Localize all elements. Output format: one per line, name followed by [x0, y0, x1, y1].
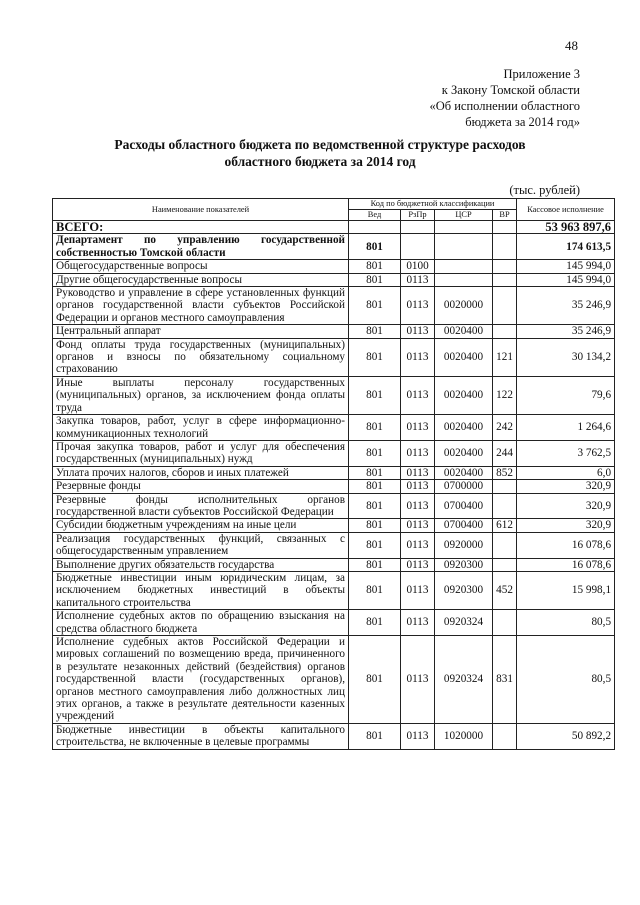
cell-vr: [493, 234, 517, 260]
cell-name: Прочая закупка товаров, работ и услуг для обеспечения государственных (муниципальных) нужд: [53, 440, 349, 466]
cell-csr: 1020000: [435, 723, 493, 749]
cell-ved: 801: [349, 287, 401, 325]
cell-ved: 801: [349, 273, 401, 286]
cell-rzpr: 0113: [401, 287, 435, 325]
cell-name: Субсидии бюджетным учреждениям на иные цели: [53, 519, 349, 532]
cell-name: Исполнение судебных актов по обращению взыскания на средства областного бюджета: [53, 610, 349, 636]
cell-vr: 121: [493, 338, 517, 376]
cell-rzpr: 0113: [401, 532, 435, 558]
cell-vr: [493, 260, 517, 273]
cell-name: Реализация государственных функций, связанных с общегосударственным управлением: [53, 532, 349, 558]
cell-vr: [493, 287, 517, 325]
table-row: [53, 558, 615, 571]
cell-ved: 801: [349, 610, 401, 636]
appendix-note: [320, 66, 580, 130]
appendix-line: к Закону Томской области: [441, 83, 580, 97]
budget-table: [52, 198, 615, 750]
cell-amount: 174 613,5: [517, 234, 615, 260]
cell-csr: 0700400: [435, 519, 493, 532]
table-row: [53, 260, 615, 273]
cell-csr: [435, 234, 493, 260]
header-ved: Вед: [349, 210, 401, 221]
cell-vr: [493, 221, 517, 234]
cell-ved: 801: [349, 376, 401, 414]
cell-amount: 320,9: [517, 493, 615, 519]
cell-rzpr: 0113: [401, 325, 435, 338]
cell-rzpr: 0113: [401, 415, 435, 441]
cell-name: Общегосударственные вопросы: [53, 260, 349, 273]
table-row: [53, 636, 615, 724]
header-name: Наименование показателей: [53, 199, 349, 221]
cell-rzpr: 0113: [401, 723, 435, 749]
cell-csr: [435, 273, 493, 286]
cell-rzpr: 0113: [401, 440, 435, 466]
page-number: 48: [565, 38, 578, 53]
cell-csr: [435, 221, 493, 234]
table-row: [53, 415, 615, 441]
unit-note: (тыс. рублей): [509, 183, 580, 197]
table-row: [53, 376, 615, 414]
cell-vr: 612: [493, 519, 517, 532]
cell-ved: 801: [349, 558, 401, 571]
cell-rzpr: 0113: [401, 273, 435, 286]
cell-amount: 53 963 897,6: [517, 221, 615, 234]
cell-name: Выполнение других обязательств государства: [53, 558, 349, 571]
cell-vr: [493, 723, 517, 749]
header-csr: ЦСР: [435, 210, 493, 221]
cell-csr: 0020400: [435, 338, 493, 376]
table-row: [53, 723, 615, 749]
cell-amount: 16 078,6: [517, 532, 615, 558]
cell-amount: 3 762,5: [517, 440, 615, 466]
cell-ved: 801: [349, 519, 401, 532]
cell-vr: [493, 273, 517, 286]
cell-amount: 50 892,2: [517, 723, 615, 749]
cell-name: Исполнение судебных актов Российской Федерации и мировых соглашений по возмещению вреда, причиненного в результате незаконных действий (бездействия) органов государственной власти (государственных органов), органов местного самоуправления либо должностных лиц этих органов, а также в результате деятельности казенных учреждений: [53, 636, 349, 724]
cell-rzpr: 0113: [401, 466, 435, 479]
cell-vr: 852: [493, 466, 517, 479]
cell-vr: [493, 610, 517, 636]
table-row: [53, 273, 615, 286]
cell-rzpr: 0113: [401, 636, 435, 724]
cell-ved: [349, 221, 401, 234]
table-row: [53, 480, 615, 493]
cell-rzpr: 0113: [401, 338, 435, 376]
cell-name: Резервные фонды: [53, 480, 349, 493]
cell-name: Бюджетные инвестиции в объекты капитального строительства, не включенные в целевые программы: [53, 723, 349, 749]
cell-name: Резервные фонды исполнительных органов государственной власти субъектов Российской Федерации: [53, 493, 349, 519]
appendix-line: Приложение 3: [503, 67, 580, 81]
table-row: [53, 287, 615, 325]
cell-ved: 801: [349, 234, 401, 260]
table-row-total: [53, 221, 615, 234]
cell-ved: 801: [349, 415, 401, 441]
cell-name: Бюджетные инвестиции иным юридическим лицам, за исключением бюджетных инвестиций в объекты капитального строительства: [53, 571, 349, 609]
table-row: [53, 610, 615, 636]
cell-name: Уплата прочих налогов, сборов и иных платежей: [53, 466, 349, 479]
table-row: [53, 440, 615, 466]
table-row: [53, 338, 615, 376]
cell-csr: 0700000: [435, 480, 493, 493]
cell-csr: 0020400: [435, 415, 493, 441]
cell-csr: [435, 260, 493, 273]
cell-csr: 0920300: [435, 558, 493, 571]
cell-name: Иные выплаты персоналу государственных (муниципальных) органов, за исключением фонда оплаты труда: [53, 376, 349, 414]
table-row: [53, 532, 615, 558]
cell-amount: 80,5: [517, 610, 615, 636]
cell-rzpr: 0100: [401, 260, 435, 273]
table-row: [53, 466, 615, 479]
cell-amount: 6,0: [517, 466, 615, 479]
cell-name: Департамент по управлению государственной собственностью Томской области: [53, 234, 349, 260]
cell-amount: 320,9: [517, 519, 615, 532]
cell-csr: 0920324: [435, 636, 493, 724]
cell-ved: 801: [349, 338, 401, 376]
cell-csr: 0920324: [435, 610, 493, 636]
cell-vr: 244: [493, 440, 517, 466]
cell-vr: [493, 532, 517, 558]
cell-ved: 801: [349, 571, 401, 609]
cell-amount: 320,9: [517, 480, 615, 493]
cell-csr: 0920000: [435, 532, 493, 558]
cell-csr: 0020400: [435, 376, 493, 414]
cell-amount: 35 246,9: [517, 287, 615, 325]
cell-name: Фонд оплаты труда государственных (муниципальных) органов и взносы по обязательному социальному страхованию: [53, 338, 349, 376]
cell-ved: 801: [349, 480, 401, 493]
cell-vr: [493, 325, 517, 338]
cell-vr: 452: [493, 571, 517, 609]
cell-ved: 801: [349, 325, 401, 338]
cell-amount: 30 134,2: [517, 338, 615, 376]
cell-rzpr: 0113: [401, 610, 435, 636]
cell-rzpr: [401, 221, 435, 234]
cell-rzpr: 0113: [401, 480, 435, 493]
cell-amount: 145 994,0: [517, 273, 615, 286]
cell-rzpr: 0113: [401, 571, 435, 609]
document-title: [60, 136, 580, 170]
header-amount: Кассовое исполнение: [517, 199, 615, 221]
cell-csr: 0020400: [435, 440, 493, 466]
title-line: Расходы областного бюджета по ведомственной структуре расходов: [114, 137, 526, 152]
cell-csr: 0020400: [435, 325, 493, 338]
header-code-group: Код по бюджетной классификации: [349, 199, 517, 210]
cell-amount: 16 078,6: [517, 558, 615, 571]
cell-vr: 831: [493, 636, 517, 724]
cell-rzpr: [401, 234, 435, 260]
cell-rzpr: 0113: [401, 493, 435, 519]
cell-rzpr: 0113: [401, 519, 435, 532]
table-row: [53, 325, 615, 338]
cell-vr: 122: [493, 376, 517, 414]
table-row: [53, 493, 615, 519]
cell-rzpr: 0113: [401, 558, 435, 571]
cell-name: Закупка товаров, работ, услуг в сфере информационно-коммуникационных технологий: [53, 415, 349, 441]
table-row: [53, 519, 615, 532]
cell-ved: 801: [349, 466, 401, 479]
cell-vr: [493, 493, 517, 519]
header-rzpr: РзПр: [401, 210, 435, 221]
cell-amount: 35 246,9: [517, 325, 615, 338]
cell-csr: 0020400: [435, 466, 493, 479]
cell-rzpr: 0113: [401, 376, 435, 414]
cell-name: Руководство и управление в сфере установленных функций органов государственной власти субъектов Российской Федерации и органов местного самоуправления: [53, 287, 349, 325]
cell-amount: 80,5: [517, 636, 615, 724]
cell-ved: 801: [349, 493, 401, 519]
cell-vr: [493, 480, 517, 493]
cell-csr: 0920300: [435, 571, 493, 609]
cell-amount: 79,6: [517, 376, 615, 414]
cell-amount: 145 994,0: [517, 260, 615, 273]
appendix-line: «Об исполнении областного: [429, 99, 580, 113]
cell-amount: 15 998,1: [517, 571, 615, 609]
cell-csr: 0700400: [435, 493, 493, 519]
table-row-department: [53, 234, 615, 260]
cell-ved: 801: [349, 532, 401, 558]
cell-name: Центральный аппарат: [53, 325, 349, 338]
table-row: [53, 571, 615, 609]
cell-vr: 242: [493, 415, 517, 441]
cell-amount: 1 264,6: [517, 415, 615, 441]
appendix-line: бюджета за 2014 год»: [465, 115, 580, 129]
title-line: областного бюджета за 2014 год: [224, 154, 416, 169]
cell-name: Другие общегосударственные вопросы: [53, 273, 349, 286]
cell-vr: [493, 558, 517, 571]
cell-ved: 801: [349, 260, 401, 273]
header-vr: ВР: [493, 210, 517, 221]
cell-ved: 801: [349, 636, 401, 724]
cell-ved: 801: [349, 440, 401, 466]
cell-csr: 0020000: [435, 287, 493, 325]
cell-name: ВСЕГО:: [53, 221, 349, 234]
cell-ved: 801: [349, 723, 401, 749]
